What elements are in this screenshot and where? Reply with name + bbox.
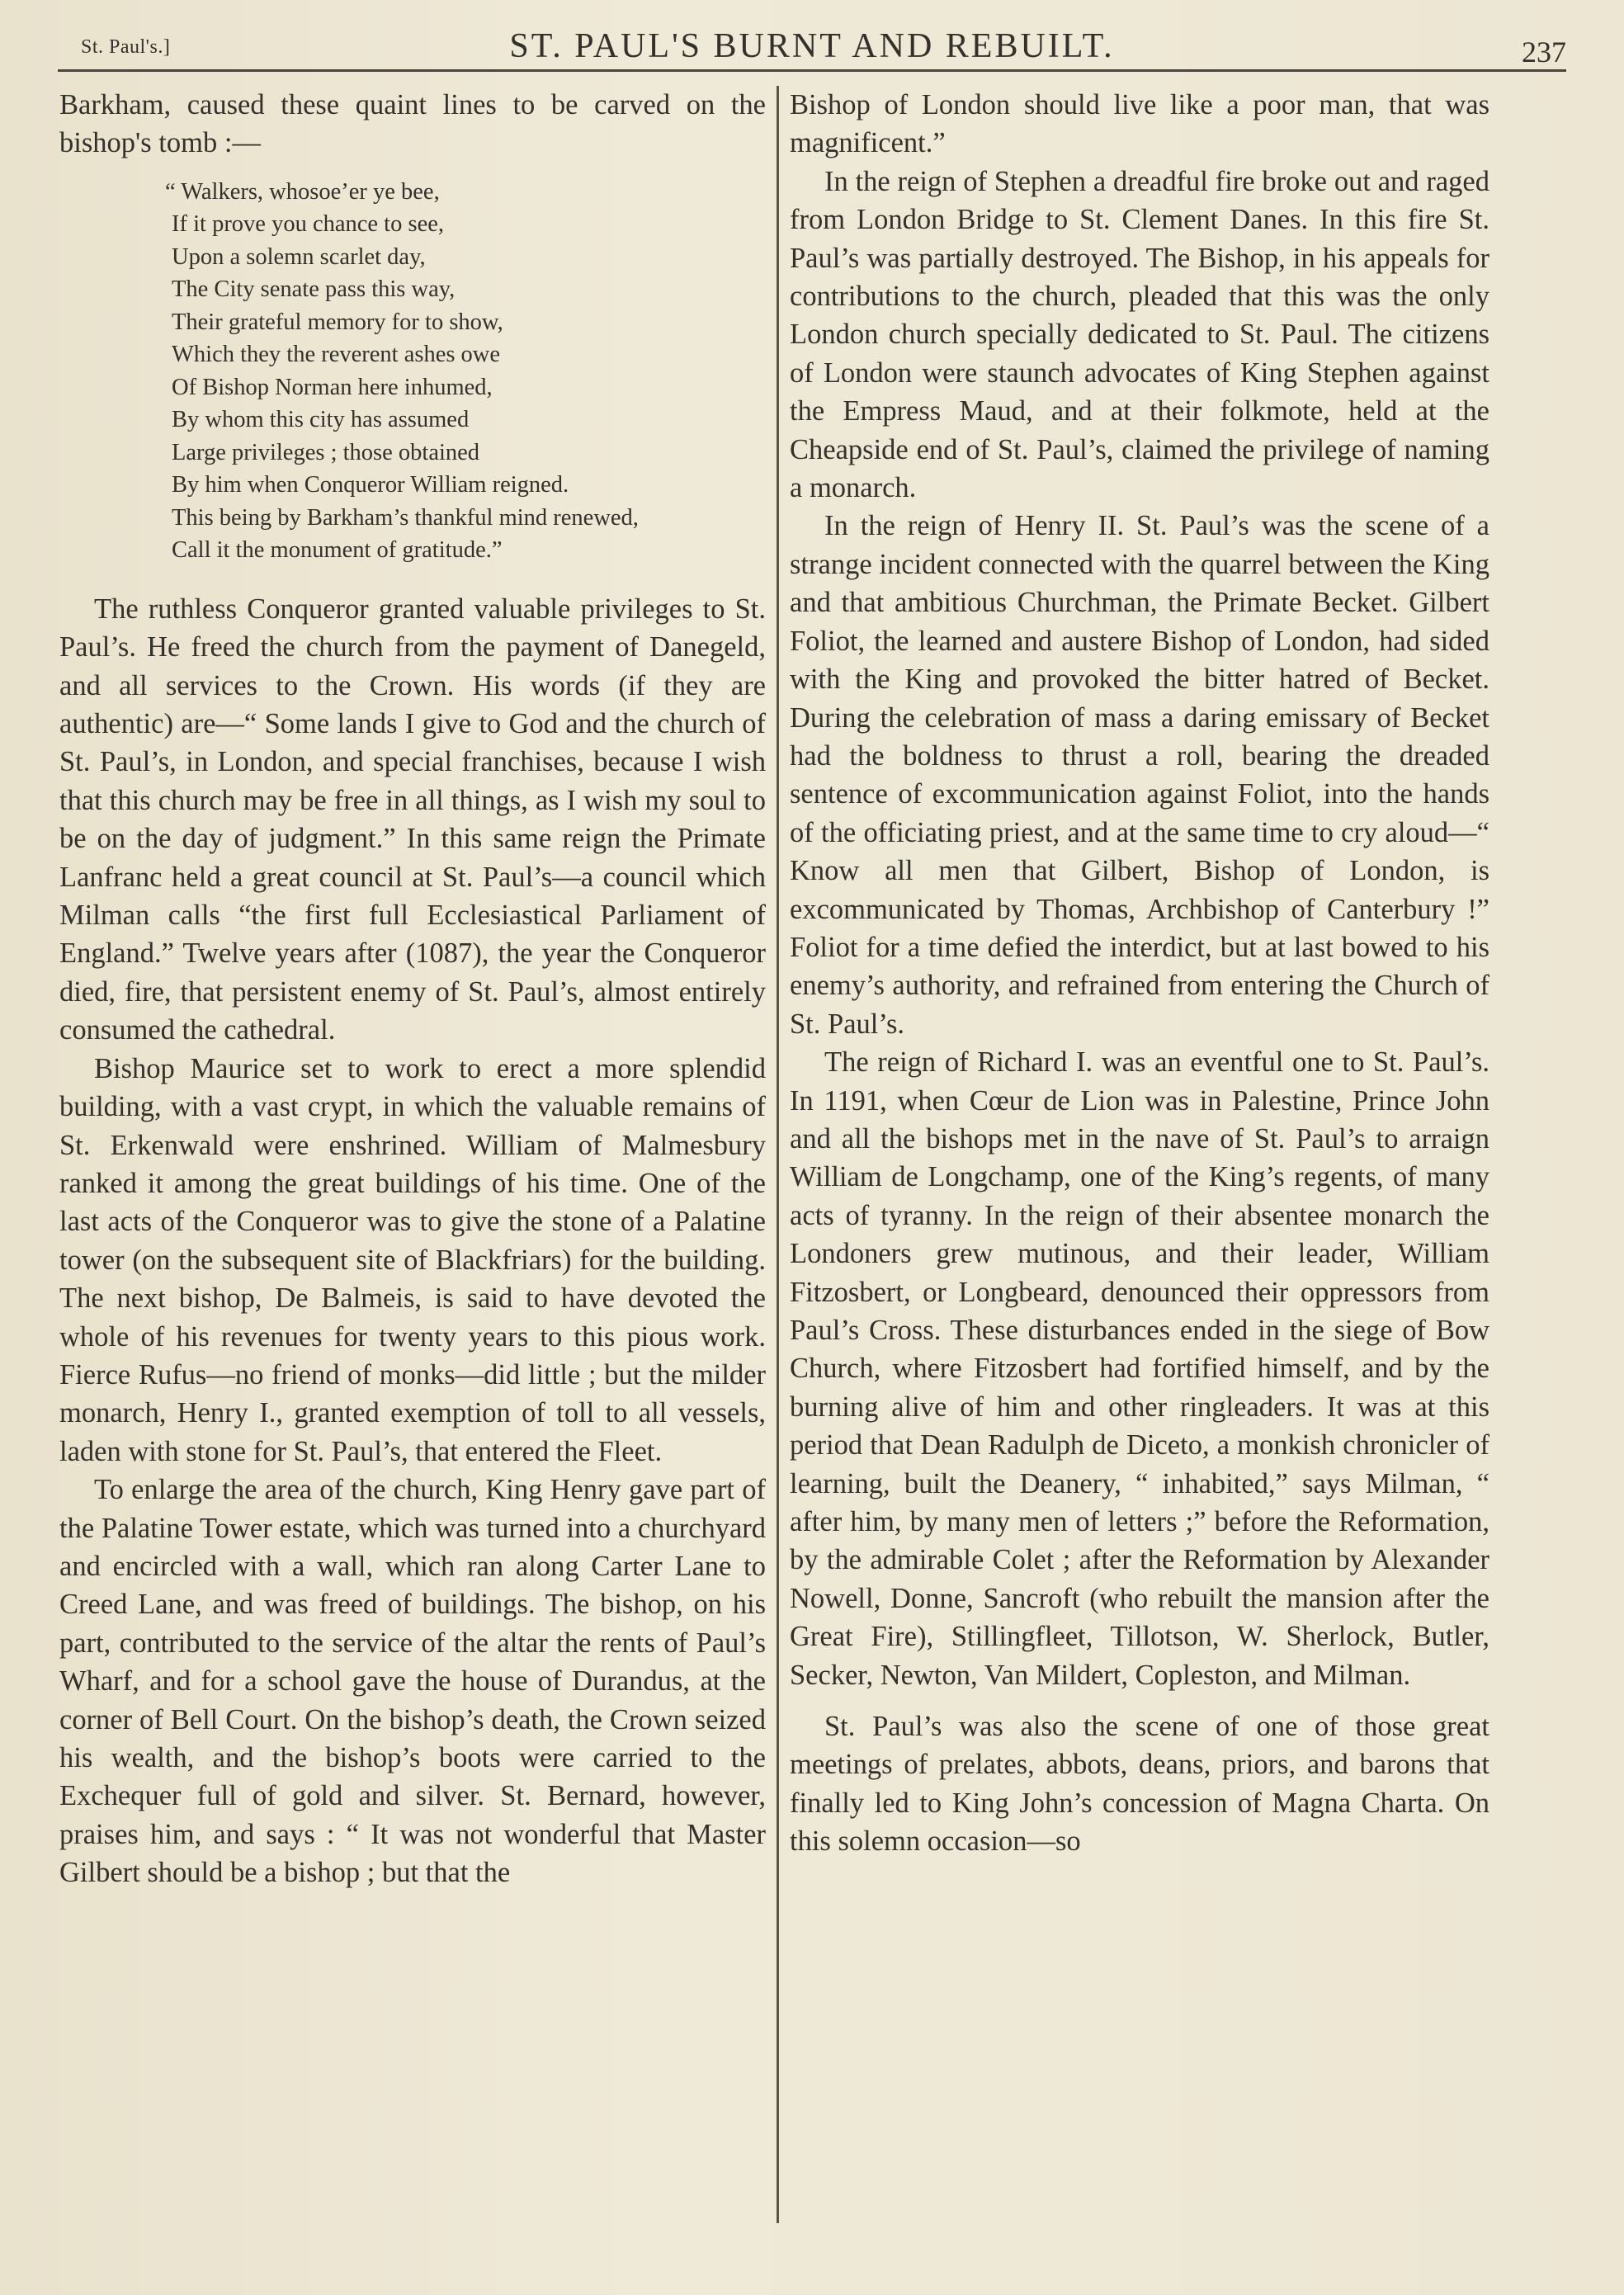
page-title: ST. PAUL'S BURNT AND REBUILT. [509,27,1115,65]
paragraph: Bishop Maurice set to work to erect a more splendid building, with a vast crypt, in which the valuable remains of St. Erkenwald were enshrined. William of Malmesbury ranked it among the great buildings of his time. One of the last acts of the Conqueror was to give the stone of a Palatine tower (on the subsequent site of Blackfriars) for the building. The next bishop, De Balmeis, is said to have devoted the whole of his revenues for twenty years to this pious work. Fierce Rufus—no friend of monks—did little ; but the milder monarch, Henry I., granted exemption of toll to all vessels, laden with stone for St. Paul’s, that entered the Fleet. [59,1052,766,1467]
poem-line: “ Walkers, whosoe’er ye bee, [165,178,440,205]
poem-line: Their grateful memory for to show, [172,309,503,335]
paragraph: St. Paul’s was also the scene of one of those great meetings of prelates, abbots, deans, priors, and barons that finally led to King John’s concession of Magna Charta. On this solemn occasion—so [790,1711,1489,1858]
right-column [790,86,1489,1861]
poem-line: Which they the reverent ashes owe [172,342,501,368]
column-divider [777,86,779,2223]
poem-line: By him when Conqueror William reigned. [172,472,569,498]
page-header [58,18,1566,72]
poem-line: Upon a solemn scarlet day, [172,243,426,270]
paragraph: Bishop of London should live like a poor man, that was magnificent.” [790,89,1489,159]
epitaph-poem [165,176,766,567]
paragraph: In the reign of Stephen a dreadful fire broke out and raged from London Bridge to St. Clement Danes. In this fire St. Paul’s was partially destroyed. The Bishop, in his appeals for contributions to the church, pleaded that this was the only London church specially dedicated to St. Paul. The citizens of London were staunch advocates of King Stephen against the Empress Maud, and at their folkmote, held at the Cheapside end of St. Paul’s, claimed the privilege of naming a monarch. [790,165,1489,504]
poem-line: The City senate pass this way, [172,276,456,303]
running-head: St. Paul's.] [81,36,171,58]
paragraph: To enlarge the area of the church, King Henry gave part of the Palatine Tower estate, which was turned into a churchyard and encircled with a wall, which ran along Carter Lane to Creed Lane, and was freed of buildings. The bishop, on his part, contributed to the service of the altar the rents of Paul’s Wharf, and for a school gave the house of Durandus, at the corner of Bell Court. On the bishop’s death, the Crown seized his wealth, and the bishop’s boots were carried to the Exchequer full of gold and silver. St. Bernard, however, praises him, and says : “ It was not wonderful that Master Gilbert should be a bishop ; but that the [59,1474,766,1889]
poem-line: By whom this city has assumed [172,407,470,433]
paragraph: In the reign of Henry II. St. Paul’s was the scene of a strange incident connected with the quarrel between the King and that ambitious Churchman, the Primate Becket. Gilbert Foliot, the learned and austere Bishop of London, had sided with the King and provoked the bitter hatred of Becket. During the celebration of mass a daring emissary of Becket had the boldness to thrust a roll, bearing the dreaded sentence of excommunication against Foliot, into the hands of the officiating priest, and at the same time to cry aloud—“ Know all men that Gilbert, Bishop of London, is excommunicated by Thomas, Archbishop of Canterbury !” Foliot for a time defied the interdict, but at last bowed to his enemy’s authority, and refrained from entering the Church of St. Paul’s. [790,510,1489,1040]
poem-line: If it prove you chance to see, [172,211,444,238]
paragraph: The reign of Richard I. was an eventful one to St. Paul’s. In 1191, when Cœur de Lion was in Palestine, Prince John and all the bishops met in the nave of St. Paul’s to arraign William de Longchamp, one of the King’s regents, of many acts of tyranny. In the reign of their absentee monarch the Londoners grew mutinous, and their leader, William Fitzosbert, or Longbeard, denounced their oppressors from Paul’s Cross. These disturbances ended in the siege of Bow Church, where Fitzosbert had fortified himself, and by the burning alive of him and other ringleaders. It was at this period that Dean Radulph de Diceto, a monkish chronicler of learning, built the Deanery, “ inhabited,” says Milman, “ after him, by many men of letters ;” before the Reformation, by the admirable Colet ; after the Reformation by Alexander Nowell, Donne, Sancroft (who rebuilt the mansion after the Great Fire), Stillingfleet, Tillotson, W. Sherlock, Butler, Secker, Newton, Van Mildert, Copleston, and Milman. [790,1046,1489,1691]
page-number: 237 [1522,35,1566,68]
left-column [59,86,766,1892]
poem-intro: Barkham, caused these quaint lines to be carved on the bishop's tomb :— [59,89,766,159]
poem-line: This being by Barkham’s thankful mind renewed, [172,504,639,531]
poem-line: Of Bishop Norman here inhumed, [172,374,493,400]
poem-line: Call it the monument of gratitude.” [172,537,503,564]
poem-line: Large privileges ; those obtained [172,439,480,465]
paragraph: The ruthless Conqueror granted valuable privileges to St. Paul’s. He freed the church from the payment of Danegeld, and all services to the Crown. His words (if they are authentic) are—“ Some lands I give to God and the church of St. Paul’s, in London, and special franchises, because I wish that this church may be free in all things, as I wish my soul to be on the day of judgment.” In this same reign the Primate Lanfranc held a great council at St. Paul’s—a council which Milman calls “the first full Ecclesiastical Parliament of England.” Twelve years after (1087), the year the Conqueror died, fire, that persistent enemy of St. Paul’s, almost entirely consumed the cathedral. [59,593,766,1046]
